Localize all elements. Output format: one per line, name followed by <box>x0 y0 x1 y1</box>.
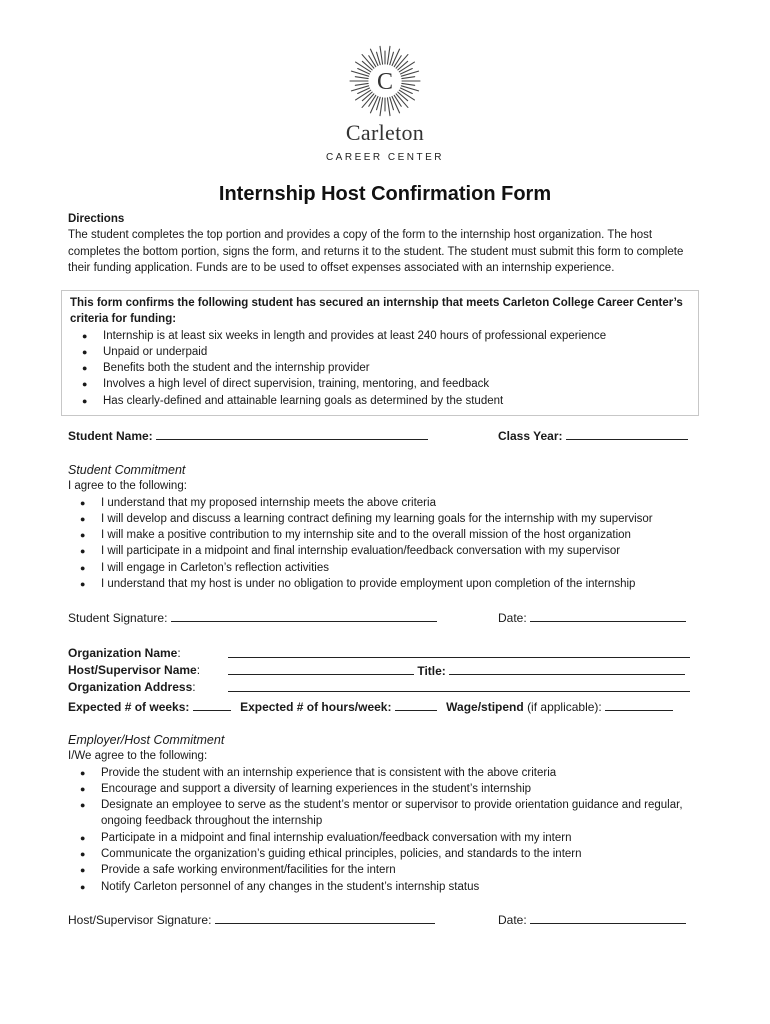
directions-heading: Directions <box>68 213 125 225</box>
host-signature-field[interactable] <box>215 912 435 924</box>
student-commitment-intro: I agree to the following: <box>68 480 187 493</box>
list-item: ● Provide a safe working environment/facilities for the intern <box>68 862 700 878</box>
brand-name: Carleton <box>345 120 425 145</box>
list-item: ● Communicate the organization’s guiding ethical principles, policies, and standards to the intern <box>68 846 700 862</box>
host-date-label: Date: <box>498 913 527 927</box>
student-date-field[interactable] <box>530 610 686 622</box>
host-date-field[interactable] <box>530 912 686 924</box>
host-signature-row <box>68 912 435 927</box>
carleton-logo <box>0 44 770 163</box>
host-signature-label: Host/Supervisor Signature: <box>68 913 212 927</box>
host-name-label: Host/Supervisor Name <box>68 663 197 677</box>
criteria-box <box>61 290 699 416</box>
list-item: ● I will participate in a midpoint and final internship evaluation/feedback conversation with my supervisor <box>68 543 700 559</box>
student-signature-row <box>68 610 437 625</box>
host-date-row <box>498 912 686 927</box>
org-address-label: Organization Address <box>68 680 193 694</box>
org-address-line-wrap <box>228 680 690 695</box>
employer-commitment-section <box>68 732 700 895</box>
list-item: ● Notify Carleton personnel of any changes in the student’s internship status <box>68 879 700 895</box>
hours-label: Expected # of hours/week: <box>240 700 392 714</box>
class-year-label: Class Year: <box>498 429 563 443</box>
student-date-label: Date: <box>498 611 527 625</box>
wage-label: Wage/stipend <box>446 700 524 714</box>
weeks-label: Expected # of weeks: <box>68 700 190 714</box>
brand-subtitle: CAREER CENTER <box>325 152 445 163</box>
student-commitment-heading: Student Commitment <box>68 463 186 477</box>
weeks-field[interactable] <box>193 699 231 711</box>
employer-commitment-heading: Employer/Host Commitment <box>68 733 225 747</box>
criteria-intro: This form confirms the following student has secured an internship that meets Carleton College Career Center’s criteria for funding: <box>70 297 683 326</box>
list-item: ● I understand that my host is under no obligation to provide employment upon completion of the internship <box>68 576 700 592</box>
org-address-field[interactable] <box>228 680 690 692</box>
list-item: ● I will engage in Carleton’s reflection activities <box>68 560 700 576</box>
list-item: ● Encourage and support a diversity of learning experiences in the student’s internship <box>68 781 700 797</box>
title-field[interactable] <box>449 663 685 675</box>
employer-commitment-intro: I/We agree to the following: <box>68 750 208 763</box>
list-item: ● I will make a positive contribution to my internship site and to the overall mission of the host organization <box>68 527 700 543</box>
org-name-row: Organization Name: <box>68 646 181 660</box>
list-item: ● I understand that my proposed internship meets the above criteria <box>68 495 700 511</box>
list-item: ● Designate an employee to serve as the student’s mentor or supervisor to provide orientation guidance and regular, ongoing feedback throughout the internship <box>68 797 700 830</box>
list-item: ● Provide the student with an internship experience that is consistent with the above criteria <box>68 765 700 781</box>
hours-field[interactable] <box>395 699 437 711</box>
student-date-row <box>498 610 686 625</box>
student-name-row <box>68 428 428 443</box>
title-label: Title: <box>417 664 446 678</box>
criteria-list <box>70 328 690 409</box>
list-item: ● Unpaid or underpaid <box>70 344 690 360</box>
host-name-field[interactable] <box>228 663 414 675</box>
org-name-field[interactable] <box>228 646 690 658</box>
logo-monogram: C <box>376 69 394 95</box>
list-item: ● Has clearly-defined and attainable learning goals as determined by the student <box>70 393 690 409</box>
student-signature-field[interactable] <box>171 610 437 622</box>
org-name-line-wrap <box>228 646 690 661</box>
expectations-row <box>68 699 673 714</box>
sunburst-logo-icon <box>348 44 422 118</box>
list-item: ● Benefits both the student and the internship provider <box>70 360 690 376</box>
list-item: ● Participate in a midpoint and final internship evaluation/feedback conversation with my intern <box>68 830 700 846</box>
wage-note: (if applicable): <box>527 700 602 714</box>
org-address-row: Organization Address: <box>68 680 196 694</box>
student-commitment-section <box>68 462 700 592</box>
list-item: ● I will develop and discuss a learning contract defining my learning goals for the internship with my supervisor <box>68 511 700 527</box>
host-name-line-wrap <box>228 663 685 678</box>
employer-commitment-list <box>68 765 700 895</box>
host-name-row: Host/Supervisor Name: <box>68 663 201 677</box>
directions-section <box>68 211 700 276</box>
student-commitment-list <box>68 495 700 593</box>
page-title: Internship Host Confirmation Form <box>218 183 552 205</box>
list-item: ● Involves a high level of direct supervision, training, mentoring, and feedback <box>70 376 690 392</box>
student-name-label: Student Name: <box>68 429 153 443</box>
class-year-row <box>498 428 688 443</box>
wage-field[interactable] <box>605 699 673 711</box>
class-year-field[interactable] <box>566 428 688 440</box>
org-name-label: Organization Name <box>68 646 178 660</box>
student-name-field[interactable] <box>156 428 428 440</box>
student-signature-label: Student Signature: <box>68 611 168 625</box>
list-item: ● Internship is at least six weeks in length and provides at least 240 hours of professional experience <box>70 328 690 344</box>
directions-text: The student completes the top portion and provides a copy of the form to the internship host organization. The host completes the bottom portion, signs the form, and returns it to the student. The student must submit this form to complete their funding application. Funds are to be used to offset expenses associated with an internship experience. <box>68 229 684 274</box>
